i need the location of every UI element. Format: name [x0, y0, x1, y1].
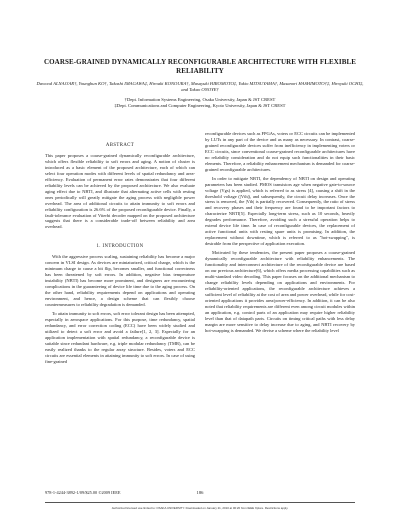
abstract-text: This paper proposes a coarse-grained dynamically reconfigurable architecture, which offers flexible reliability to soft errors and aging. A notion of cluster is introduced as a basic element of the proposed architecture, each of which can select four operation modes with different levels of spatial redundancy and area-efficiency. Evaluation of permanent error rates demonstrates that four different reliability levels can be achieved by the proposed architecture. We also evaluate aging effect due to NBTI, and illustrate that alternating active cells with resting ones periodically will greatly mitigate the aging process with negligible power overhead. The area of additional circuits to attain immunity to soft errors and reliability configuration is 26.6% of the proposed reconfigurable device. Finally, a fault-tolerance evaluation of Viterbi decoder mapped on the proposed architecture suggests that there is a considerable trade-off between reliability and area overhead.	[45, 153, 195, 230]
right-paragraph-3: Motivated by these tendencies, the present paper proposes a coarse-grained dynamically reconfigurable architecture with reliability enhancements. The functionality and interconnect architecture of the reconfigurable device are based on our previous architecture[6], which offers media processing capabilities such as multi-standard video decoding. This paper focuses on the additional mechanism to change reliability levels depending on applications and environments. For reliability-oriented applications, the reconfigurable architecture achieves a sufficient level of reliability at the cost of area and power overhead, while for cost-oriented applications it provides area/power-efficiency. In addition, it can be also noted that reliability requirements are different even among circuit modules within an application, e.g. control parts of an application may require higher reliability level than that of datapath parts. Circuits on timing critical paths with less delay margin are more sensitive to delay increase due to aging, and NBTI recovery by hot-swapping is demanded. We devise a scheme where the reliability level	[205, 250, 355, 333]
intro-paragraph-2: To attain immunity to soft errors, soft error tolerant design has been attempted, especially in aerospace applications. For this purpose, time redundancy, spatial redundancy, and error correction coding (ECC) have been widely studied and utilized to detect a soft error and avoid a failure[1, 2, 3]. Especially for an application implementation with spatial redundancy, a reconfigurable device is suitable since redundant hardware, e.g. triple modular redundancy (TMR), can be easily realized thanks to the regular array structure. Besides, voters and ECC circuits are essential elements in attaining immunity to soft errors. In case of using fine-grained	[45, 310, 195, 364]
intro-paragraph-1: With the aggressive process scaling, sustaining reliability has become a major concern in VLSI design. As devices are miniaturized, critical charge, which is the minimum charge to cause a bit flip, becomes smaller, and functional correctness has been threatened by soft errors. In addition, negative bias temperature instability (NBTI) has become more prominent, and designers are encountering complications in the guaranteeing of device life time due to the aging process. On the other hand, reliability requirements depend on applications and operating environment, and hence, a design scheme that can flexibly choose countermeasures to reliability degradation is demanded.	[45, 254, 195, 308]
right-paragraph-1: reconfigurable devices such as FPGAs, voters or ECC circuits can be implemented by LUTs in any part of the device and as many as necessary. In contrast, coarse-grained reconfigurable devices suffer from inefficiency in implementing voters or ECC circuits, since conventional coarse-grained reconfigurable architectures have no reliability consideration and do not equip such functionalities in their basic elements. Therefore, a reliability enhancement mechanism is demanded for coarse-grained reconfigurable architectures.	[205, 131, 355, 172]
left-column	[45, 143, 195, 365]
right-column	[205, 131, 355, 333]
footer-divider	[45, 502, 355, 503]
affiliations	[36, 97, 364, 109]
abstract-heading: ABSTRACT	[105, 143, 135, 148]
license-notice: Authorized licensed use limited to: OSAKA UNIVERSITY. Downloaded on January 21, 2010 at 00:20 from IEEE Xplore. Restrictions apply.	[111, 506, 289, 510]
page-number: 186	[196, 490, 204, 495]
affiliation-1: †Dept. Information Systems Engineering, Osaka University, Japan & JST CREST	[124, 97, 276, 102]
paper-title: COARSE-GRAINED DYNAMICALLY RECONFIGURABLE ARCHITECTURE WITH FLEXIBLE RELIABILITY	[43, 58, 357, 75]
introduction-heading: 1. INTRODUCTION	[96, 244, 144, 250]
affiliation-2: ‡Dept. Communications and Computer Engineering, Kyoto University, Japan & JST CREST	[114, 103, 286, 109]
right-paragraph-2: In order to mitigate NBTI, the dependency of NBTI on design and operating parameters has been studied. PMOS transistors age when negative gate-to-source voltage (Vgs) is applied, which is referred to as stress [4], causing a shift in the threshold voltage (|Vth|), and subsequently, the circuit delay increases. Once the stress is removed, the |Vth| is partially recovered. Consequently, the ratio of stress and recovery phases and their frequency are found to be important factors to characterize NBTI[5]. Especially long-term stress, such as 10 seconds, heavily degrades performance. Therefore, avoiding such a stressful operation helps to extend device life time. In case of reconfigurable devices, the replacement of active functional units with resting spare units is promising. In addition, the replacement without downtime, which is referred to as "hot-swapping", is desirable from the perspective of application execution.	[205, 175, 355, 247]
isbn-line: 978-1-4244-3892-1/09/$25.00 ©2009 IEEE	[45, 490, 121, 495]
author-list: Dawood ALNAJJAR†, Younghun KO†, Takashi IMAGAWA‡, Hiroaki KONOURA†, Masayuki HIROMOTO‡, Yukio MITSUYAMA†, Masanori HASHIMOTO†‡, Hiroyuki OCHI‡, and Takao ONOYE†	[36, 81, 364, 93]
